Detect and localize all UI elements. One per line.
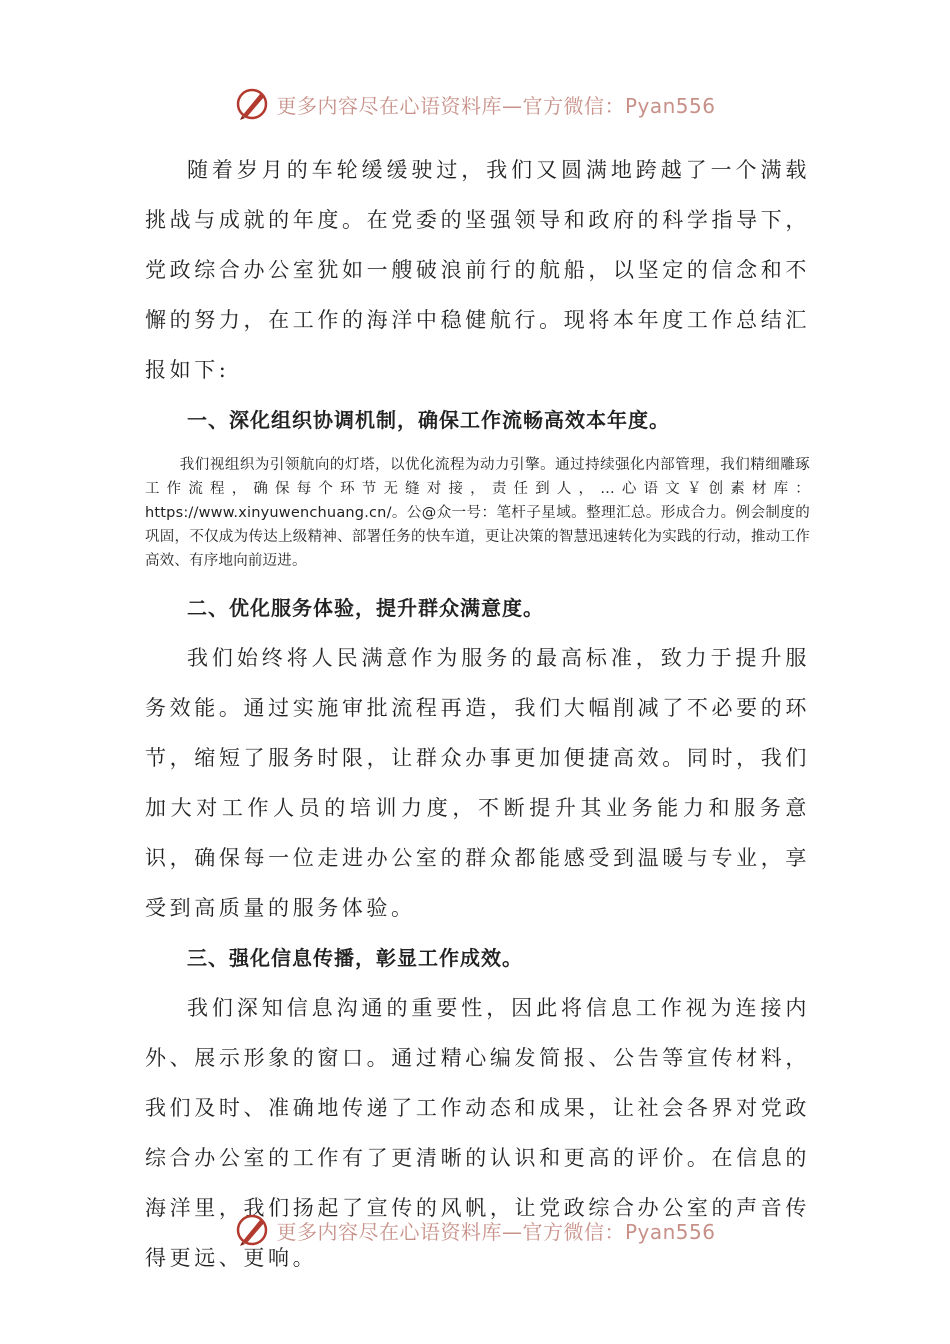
watermark-text: 更多内容尽在心语资料库—官方微信：Pyan556 bbox=[276, 93, 716, 118]
document-body bbox=[145, 145, 810, 1283]
section-1-body: 我们视组织为引领航向的灯塔，以优化流程为动力引擎。通过持续强化内部管理，我们精细雕琢工作流程，确保每个环节无缝对接，责任到人，…心语文￥创素材库：https://www.xinyuwenchuang.cn/。公@众一号：笔杆子星域。整理汇总。形成合力。例会制度的巩固，不仅成为传达上级精神、部署任务的快车道，更让决策的智慧迅速转化为实践的行动，推动工作高效、有序地向前迈进。 bbox=[145, 457, 810, 569]
footer-watermark-banner bbox=[0, 1210, 950, 1250]
intro-paragraph: 随着岁月的车轮缓缓驶过，我们又圆满地跨越了一个满载挑战与成就的年度。在党委的坚强领导和政府的科学指导下，党政综合办公室犹如一艘破浪前行的航船，以坚定的信念和不懈的努力，在工作的海洋中稳健航行。现将本年度工作总结汇报如下: bbox=[145, 158, 810, 382]
watermark-text: 更多内容尽在心语资料库—官方微信：Pyan556 bbox=[276, 1219, 716, 1244]
pen-logo-icon bbox=[234, 86, 270, 122]
section-3-heading: 三、强化信息传播，彰显工作成效。 bbox=[187, 946, 523, 970]
section-3-body: 我们深知信息沟通的重要性，因此将信息工作视为连接内外、展示形象的窗口。通过精心编发简报、公告等宣传材料，我们及时、准确地传递了工作动态和成果，让社会各界对党政综合办公室的工作有了更清晰的认识和更高的评价。在信息的海洋里，我们扬起了宣传的风帆，让党政综合办公室的声音传得更远、更响。 bbox=[145, 996, 810, 1270]
section-2-body: 我们始终将人民满意作为服务的最高标准，致力于提升服务效能。通过实施审批流程再造，我们大幅削减了不必要的环节，缩短了服务时限，让群众办事更加便捷高效。同时，我们加大对工作人员的培训力度，不断提升其业务能力和服务意识，确保每一位走进办公室的群众都能感受到温暖与专业，享受到高质量的服务体验。 bbox=[145, 646, 810, 920]
section-2-heading: 二、优化服务体验，提升群众满意度。 bbox=[187, 596, 544, 620]
header-watermark-banner bbox=[0, 84, 950, 124]
pen-logo-icon bbox=[234, 1212, 270, 1248]
section-1-heading: 一、深化组织协调机制，确保工作流畅高效本年度。 bbox=[187, 408, 670, 432]
